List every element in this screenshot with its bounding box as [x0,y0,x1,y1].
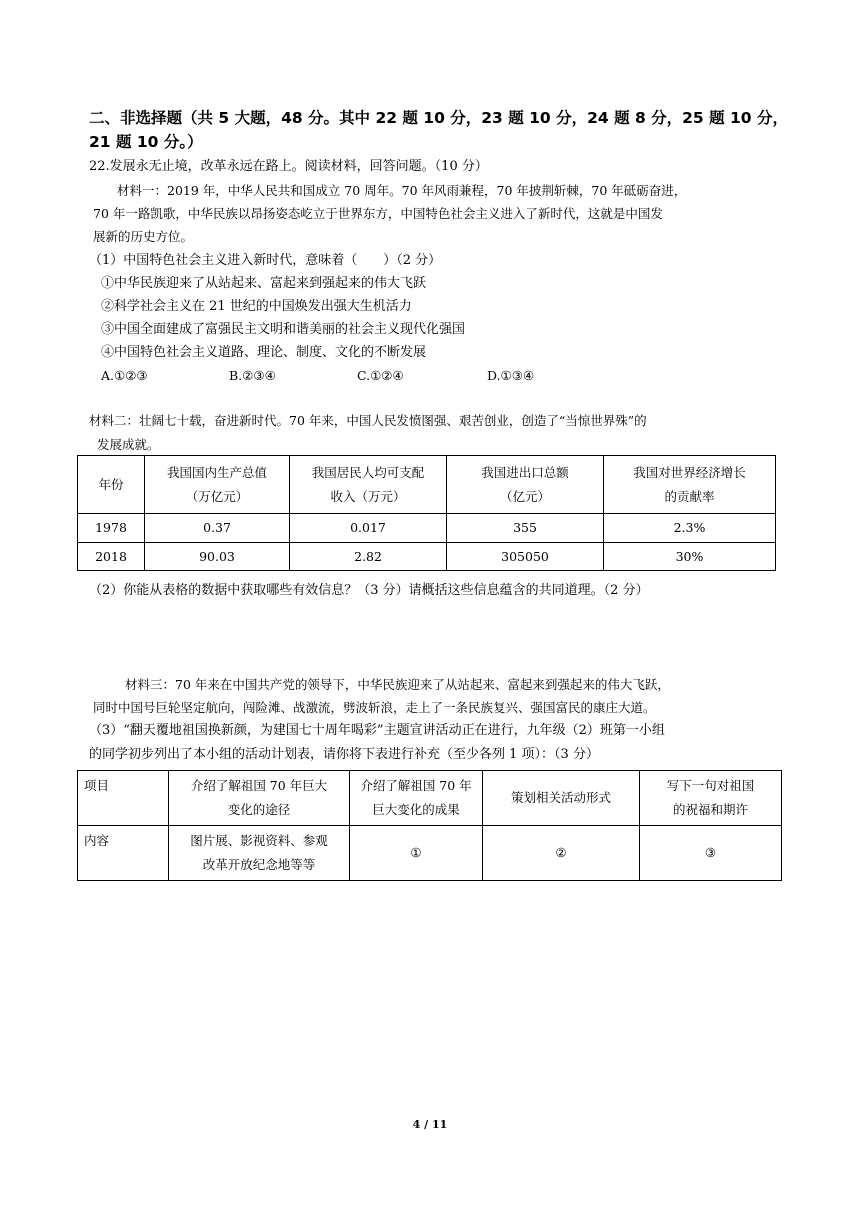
table-cell: 30% [604,543,776,571]
table-row [78,514,776,543]
table-cell: 2.3% [604,514,776,543]
table-header-cell [447,456,604,514]
table-cell: 1978 [78,514,145,543]
table-header-cell [350,771,483,826]
table-header-cell [169,771,350,826]
answer-blank-3[interactable]: ③ [640,826,782,881]
header-line: 变化的途径 [227,802,291,817]
material-3-line-2: 同时中国号巨轮坚定航向，闯险滩、战激流，劈波斩浪，走上了一条民族复兴、强国富民的康庄大道。 [93,700,656,715]
header-line: 我国国内生产总值 [166,464,267,480]
option-1: ①中华民族迎来了从站起来、富起来到强起来的伟大飞跃 [101,276,427,291]
table-cell: 355 [447,514,604,543]
cell-line: 改革开放纪念地等等 [202,857,316,872]
table-cell: 305050 [447,543,604,571]
data-table [77,455,776,571]
sub-question-3-line-2: 的同学初步列出了本小组的活动计划表，请你将下表进行补充（至少各列 1 项）：（3 分） [89,747,599,762]
choice-c: C.①②④ [357,368,404,383]
header-line: 写下一句对祖国 [666,778,755,793]
table-cell: 内容 [78,826,169,881]
sub-question-1: （1）中国特色社会主义进入新时代，意味着（ ）（2 分） [89,253,442,268]
header-line: 的贡献率 [664,488,715,504]
table-cell: 0.37 [145,514,290,543]
option-2: ②科学社会主义在 21 世纪的中国焕发出强大生机活力 [101,299,412,314]
material-1-line-3: 展新的历史方位。 [93,229,194,244]
material-1-line-2: 70 年一路凯歌，中华民族以昂扬姿态屹立于世界东方，中国特色社会主义进入了新时代，这就是中国发 [93,206,663,221]
header-line: 策划相关活动形式 [510,790,611,805]
header-line: 收入（万元） [330,488,406,504]
table-row [78,543,776,571]
sub-question-3-line-1: （3）“翻天覆地祖国换新颜，为建国七十周年喝彩”主题宣讲活动正在进行，九年级（2）班第一小组 [89,723,665,738]
section-heading: 二、非选择题（共 5 大题，48 分。其中 22 题 10 分，23 题 10 分，24 题 8 分，25 题 10 分，21 题 10 分。） [89,109,788,151]
header-line: 巨大变化的成果 [372,802,460,817]
answer-blank-1[interactable]: ① [350,826,483,881]
header-line: 我国进出口总额 [481,464,569,480]
material-1-line-1: 材料一：2019 年，中华人民共和国成立 70 周年。70 年风雨兼程，70 年披荆斩棘，70 年砥砺奋进， [117,183,687,198]
header-line: （万亿元） [185,488,249,504]
table-header-cell [604,456,776,514]
table-cell: 2018 [78,543,145,571]
table-header-cell [290,456,447,514]
choice-b: B.②③④ [229,368,276,383]
activity-plan-table [77,770,782,881]
table-cell: 90.03 [145,543,290,571]
header-line: 的祝福和期许 [672,802,748,817]
table-header-row [78,771,782,826]
header-line: （亿元） [499,488,550,504]
header-line: 我国居民人均可支配 [311,464,425,480]
choice-d: D.①③④ [487,368,535,383]
table-header-cell [483,771,640,826]
sub-question-2: （2）你能从表格的数据中获取哪些有效信息？（3 分）请概括这些信息蕴含的共同道理。（2 分） [89,583,649,598]
page-number: 4 / 11 [412,1118,448,1131]
table-header-row [78,456,776,514]
table-cell: 2.82 [290,543,447,571]
material-2-line-1: 材料二：壮阔七十载，奋进新时代。70 年来，中国人民发愤图强、艰苦创业，创造了“当惊世界殊”的 [89,413,647,428]
cell-line: 图片展、影视资料、参观 [190,833,328,848]
table-cell [169,826,350,881]
question-22-stem: 22.发展永无止境，改革永远在路上。阅读材料，回答问题。（10 分） [89,159,488,174]
option-3: ③中国全面建成了富强民主文明和谐美丽的社会主义现代化强国 [101,322,466,337]
answer-blank-2[interactable]: ② [483,826,640,881]
table-header-cell: 项目 [78,771,169,826]
header-line: 介绍了解祖国 70 年巨大 [190,778,328,793]
material-2-line-2: 发展成就。 [97,437,160,452]
material-3-line-1: 材料三：70 年来在中国共产党的领导下，中华民族迎来了从站起来、富起来到强起来的伟大飞跃， [125,677,670,692]
header-line: 介绍了解祖国 70 年 [360,778,472,793]
choice-a: A.①②③ [101,368,148,383]
table-row [78,826,782,881]
table-header-cell [640,771,782,826]
option-4: ④中国特色社会主义道路、理论、制度、文化的不断发展 [101,345,427,360]
table-cell: 0.017 [290,514,447,543]
table-header-cell [145,456,290,514]
table-header-cell: 年份 [78,456,145,514]
header-line: 我国对世界经济增长 [633,464,746,480]
